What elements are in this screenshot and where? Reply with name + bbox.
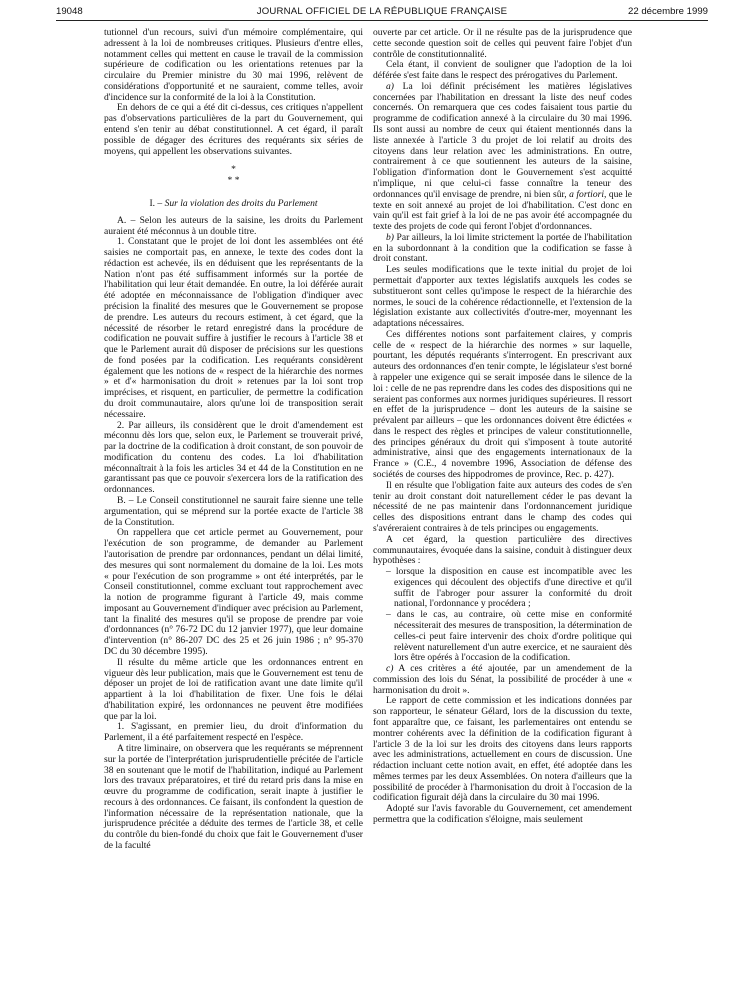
item-label: c) (386, 663, 394, 675)
paragraph: Cela étant, il convient de souligner que l'adoption de la loi déférée s'est faite dans le respect des prérogatives du Parlement. (373, 59, 632, 82)
paragraph: Le rapport de cette commission et les indications données par son rapporteur, le sénateur Gélard, lors de la discussion du texte, font apparaître que, ce faisant, les parlementaires ont entendu se montrer cohérents avec la définition de la codification figurant à l'article 3 de la loi sur les droits des citoyens dans leurs rapports avec les administrations, actuellement en cours de discussion. Une rédaction incluant cette notion avait, en effet, été adoptée dans les mêmes termes par les deux Assemblées. On notera d'ailleurs que la possibilité de procéder à l'harmonisation du droit à l'occasion de la codification figurait déjà dans la circulaire du 30 mai 1996. (373, 695, 632, 804)
paragraph: Ces différentes notions sont parfaitement claires, y compris celle de « respect de la hiérarchie des normes » sur laquelle, pourtant, les députés requérants s'interrogent. En prescrivant aux auteurs des ordonnances d'en tenir compte, le législateur s'est borné à rappeler une exigence qui se serait imposée dans le silence de la loi : celle de ne pas reprendre dans les codes des dispositions qui ne seraient pas conformes aux normes juridiques supérieures. Il ressort en effet de la jurisprudence – dont les auteurs de la saisine se prévalent par ailleurs – que les ordonnances doivent être édictées « dans le respect des règles et principes de valeur constitutionnelle, des principes généraux du droit qui s'imposent à toute autorité administrative, ainsi que des engagements internationaux de la France » (C.E., 4 novembre 1996, Association de défense des sociétés de courses des hippodromes de province, Rec. p. 427). (373, 328, 633, 481)
page-number: 19048 (56, 6, 83, 17)
paragraph: A titre liminaire, on observera que les requérants se méprennent sur la portée de l'interprétation jurisprudentielle précitée de l'article 38 en soutenant que le motif de l'habilitation, indiqué au Parlement lors des travaux préparatoires, et tiré du retard pris dans la mise en œuvre du programme de codification, serait inapte à justifier le recours à des ordonnances. Ce faisant, ils confondent la question de l'information nécessaire de la représentation nationale, que la jurisprudence précitée a déduite des termes de l'article 38, et celle du contrôle du bien-fondé du choix que fait le Gouvernement d'user de la faculté (104, 743, 363, 852)
left-column (104, 28, 363, 852)
paragraph: Adopté sur l'avis favorable du Gouvernement, cet amendement permettra que la codification s'éloigne, mais seulement (373, 803, 632, 826)
paragraph: tutionnel d'un recours, suivi d'un mémoire complémentaire, qui adressent à la loi de nombreuses critiques. Plusieurs d'entre elles, notamment celles qui mettent en cause le travail de la commission supérieure de codification ou les orientations retenues par la circulaire du Premier ministre du 30 mai 1996, relèvent de considérations d'opportunité et ne sauraient, comme telles, avoir d'incidence sur la conformité de la loi à la Constitution. (104, 27, 363, 103)
paragraph-a: a) La loi définit précisément les matières législatives concernées par l'habilitation en dressant la liste des neuf codes concernés. On remarquera que ces codes faisaient tous partie du programme de codification annexé à la circulaire du 30 mai 1996. Ils sont aussi au nombre de ceux qui étaient mentionnés dans la liste annexée à l'article 3 du projet de loi relatif au droits des citoyens dans leur relation avec les administrations. En outre, contrairement à ce que soutiennent les auteurs de la saisine, l'obligation d'information dont le Gouvernement s'est acquitté n'implique, ni que celui-ci fasse connaître la teneur des ordonnances qu'il envisage de prendre, ni bien sûr, a fortiori, que le texte en soit annexé au projet de loi d'habilitation. C'est donc en vain qu'il est fait grief à la loi de ne pas avoir été accompagnée du texte des projets de code qui feront l'objet d'ordonnances. (373, 80, 633, 233)
paragraph: Il résulte du même article que les ordonnances entrent en vigueur dès leur publication, mais que le Gouvernement est tenu de déposer un projet de loi de ratification avant une date limite qu'il appartient à la loi d'habilitation de fixer. Une fois le délai d'habilitation expiré, les ordonnances ne peuvent être modifiées que par la loi. (104, 656, 363, 722)
list-item: – dans le cas, au contraire, où cette mise en conformité nécessiterait des mesures de transposition, la détermination de celles-ci peut faire intervenir des choix d'ordre politique qui relèvent naturellement d'un autre exercice, et ne sauraient dès lors être opérés à l'occasion de la codification. (386, 609, 632, 664)
paragraph: Les seules modifications que le texte initial du projet de loi permettait d'apporter aux textes législatifs auxquels les codes se substitueront sont celles qu'impose le respect de la hiérarchie des normes, le souci de la cohérence rédactionnelle, et l'extension de la législation existante aux collectivités d'outre-mer, moyennant les adaptations nécessaires. (373, 264, 632, 330)
section-number: I. – (149, 197, 163, 209)
separator-star: * (231, 164, 236, 176)
hypotheses-list (373, 567, 632, 664)
paragraph: B. – Le Conseil constitutionnel ne saurait faire sienne une telle argumentation, qui se méprend sur la portée exacte de l'article 38 de la Constitution. (104, 495, 363, 528)
journal-title: JOURNAL OFFICIEL DE LA RÉPUBLIQUE FRANÇAISE (256, 6, 508, 17)
paragraph: 2. Par ailleurs, ils considèrent que le droit d'amendement est méconnu dès lors que, selon eux, le Parlement se trouverait privé, par la doctrine de la codification à droit constant, de son pouvoir de modification du contenu des codes. La loi d'habilitation méconnaîtrait à la fois les articles 34 et 44 de la Constitution en ne garantissant pas que ce pouvoir s'exercera lors de la ratification des ordonnances. (104, 419, 363, 496)
issue-date: 22 décembre 1999 (627, 6, 708, 17)
paragraph-c: c) A ces critères a été ajoutée, par un amendement de la commission des lois du Sénat, la possibilité de procéder à une « harmonisation du droit ». (373, 663, 632, 696)
item-label: b) (386, 231, 394, 243)
paragraph-b: b) Par ailleurs, la loi limite strictement la portée de l'habilitation en la subordonnant à la condition que la codification se fasse à droit constant. (373, 231, 632, 265)
paragraph: On rappellera que cet article permet au Gouvernement, pour l'exécution de son programme, de demander au Parlement l'autorisation de prendre par ordonnances, pendant un délai limité, des mesures qui sont normalement du domaine de la loi. Les mots « pour l'exécution de son programme » ont été interprétés, par le Conseil constitutionnel, comme excluant tout rapprochement avec la notion de programme figurant à l'article 49, mais comme imposant au Gouvernement d'indiquer avec précision au Parlement, tant la finalité des mesures qu'il se propose de prendre par voie d'ordonnances (n° 76-72 DC du 12 janvier 1977), que leur domaine d'intervention (n° 86-207 DC des 25 et 26 juin 1986 ; n° 95-370 DC du 30 décembre 1995). (104, 527, 363, 657)
paragraph: A. – Selon les auteurs de la saisine, les droits du Parlement auraient été méconnus à un double titre. (104, 214, 363, 237)
item-label: a) (386, 80, 394, 92)
section-heading (104, 199, 363, 210)
right-column (373, 28, 632, 826)
paragraph: 1. Constatant que le projet de loi dont les assemblées ont été saisies ne comportait pas, en annexe, le texte des codes dont la rédaction est achevée, ils en déduisent que les représentants de la Nation n'ont pas été suffisamment informés sur la portée de l'habilitation qui leur était demandée. En outre, la loi déférée aurait été adoptée en méconnaissance de l'obligation d'indiquer avec précision la finalité des mesures que le Gouvernement se propose de prendre. Les auteurs du recours estiment, à cet égard, que la nécessité de résorber le retard enregistré dans la procédure de codification ne pouvait suffire à justifier le recours à l'article 38 et que le Parlement aurait dû disposer de précisions sur les questions de fond posées par la codification. Les requérants considèrent également que les notions de « respect de la hiérarchie des normes » et d'« harmonisation du droit » retenues par la loi sont trop imprécises, et risquent, en particulier, de permettre la codification du droit communautaire, alors qu'une loi de transposition serait nécessaire. (104, 236, 363, 420)
paragraph: En dehors de ce qui a été dit ci-dessus, ces critiques n'appellent pas d'observations particulières de la part du Gouvernement, qui entend s'en tenir au débat constitutionnel. A cet égard, il paraît possible de dégager des écritures des requérants six séries de moyens, qui appellent les observations suivantes. (104, 102, 363, 157)
paragraph: 1. S'agissant, en premier lieu, du droit d'information du Parlement, il a été parfaitement respecté en l'espèce. (104, 721, 363, 744)
list-item: – lorsque la disposition en cause est incompatible avec les exigences qui découlent des objectifs d'une directive et qu'il suffit de l'abroger pour assurer la conformité du droit national, l'ordonnance y procédera ; (386, 566, 632, 610)
paragraph: A cet égard, la question particulière des directives communautaires, évoquée dans la saisine, conduit à distinguer deux hypothèses : (373, 533, 632, 567)
header-rule (56, 20, 708, 21)
paragraph: ouverte par cet article. Or il ne résulte pas de la jurisprudence que cette seconde question soit de celles qui peuvent faire l'objet d'un contrôle de constitutionnalité. (373, 27, 632, 60)
section-title: Sur la violation des droits du Parlement (164, 197, 318, 209)
separator-stars: * * (227, 175, 240, 187)
paragraph: Il en résulte que l'obligation faite aux auteurs des codes de s'en tenir au droit constant doit naturellement céder le pas devant la nécessité de ne pas maintenir dans l'ordonnancement juridique celles des dispositions entrant dans le champ des codes qui s'avéreraient contraires à de tels principes ou engagements. (373, 479, 632, 534)
